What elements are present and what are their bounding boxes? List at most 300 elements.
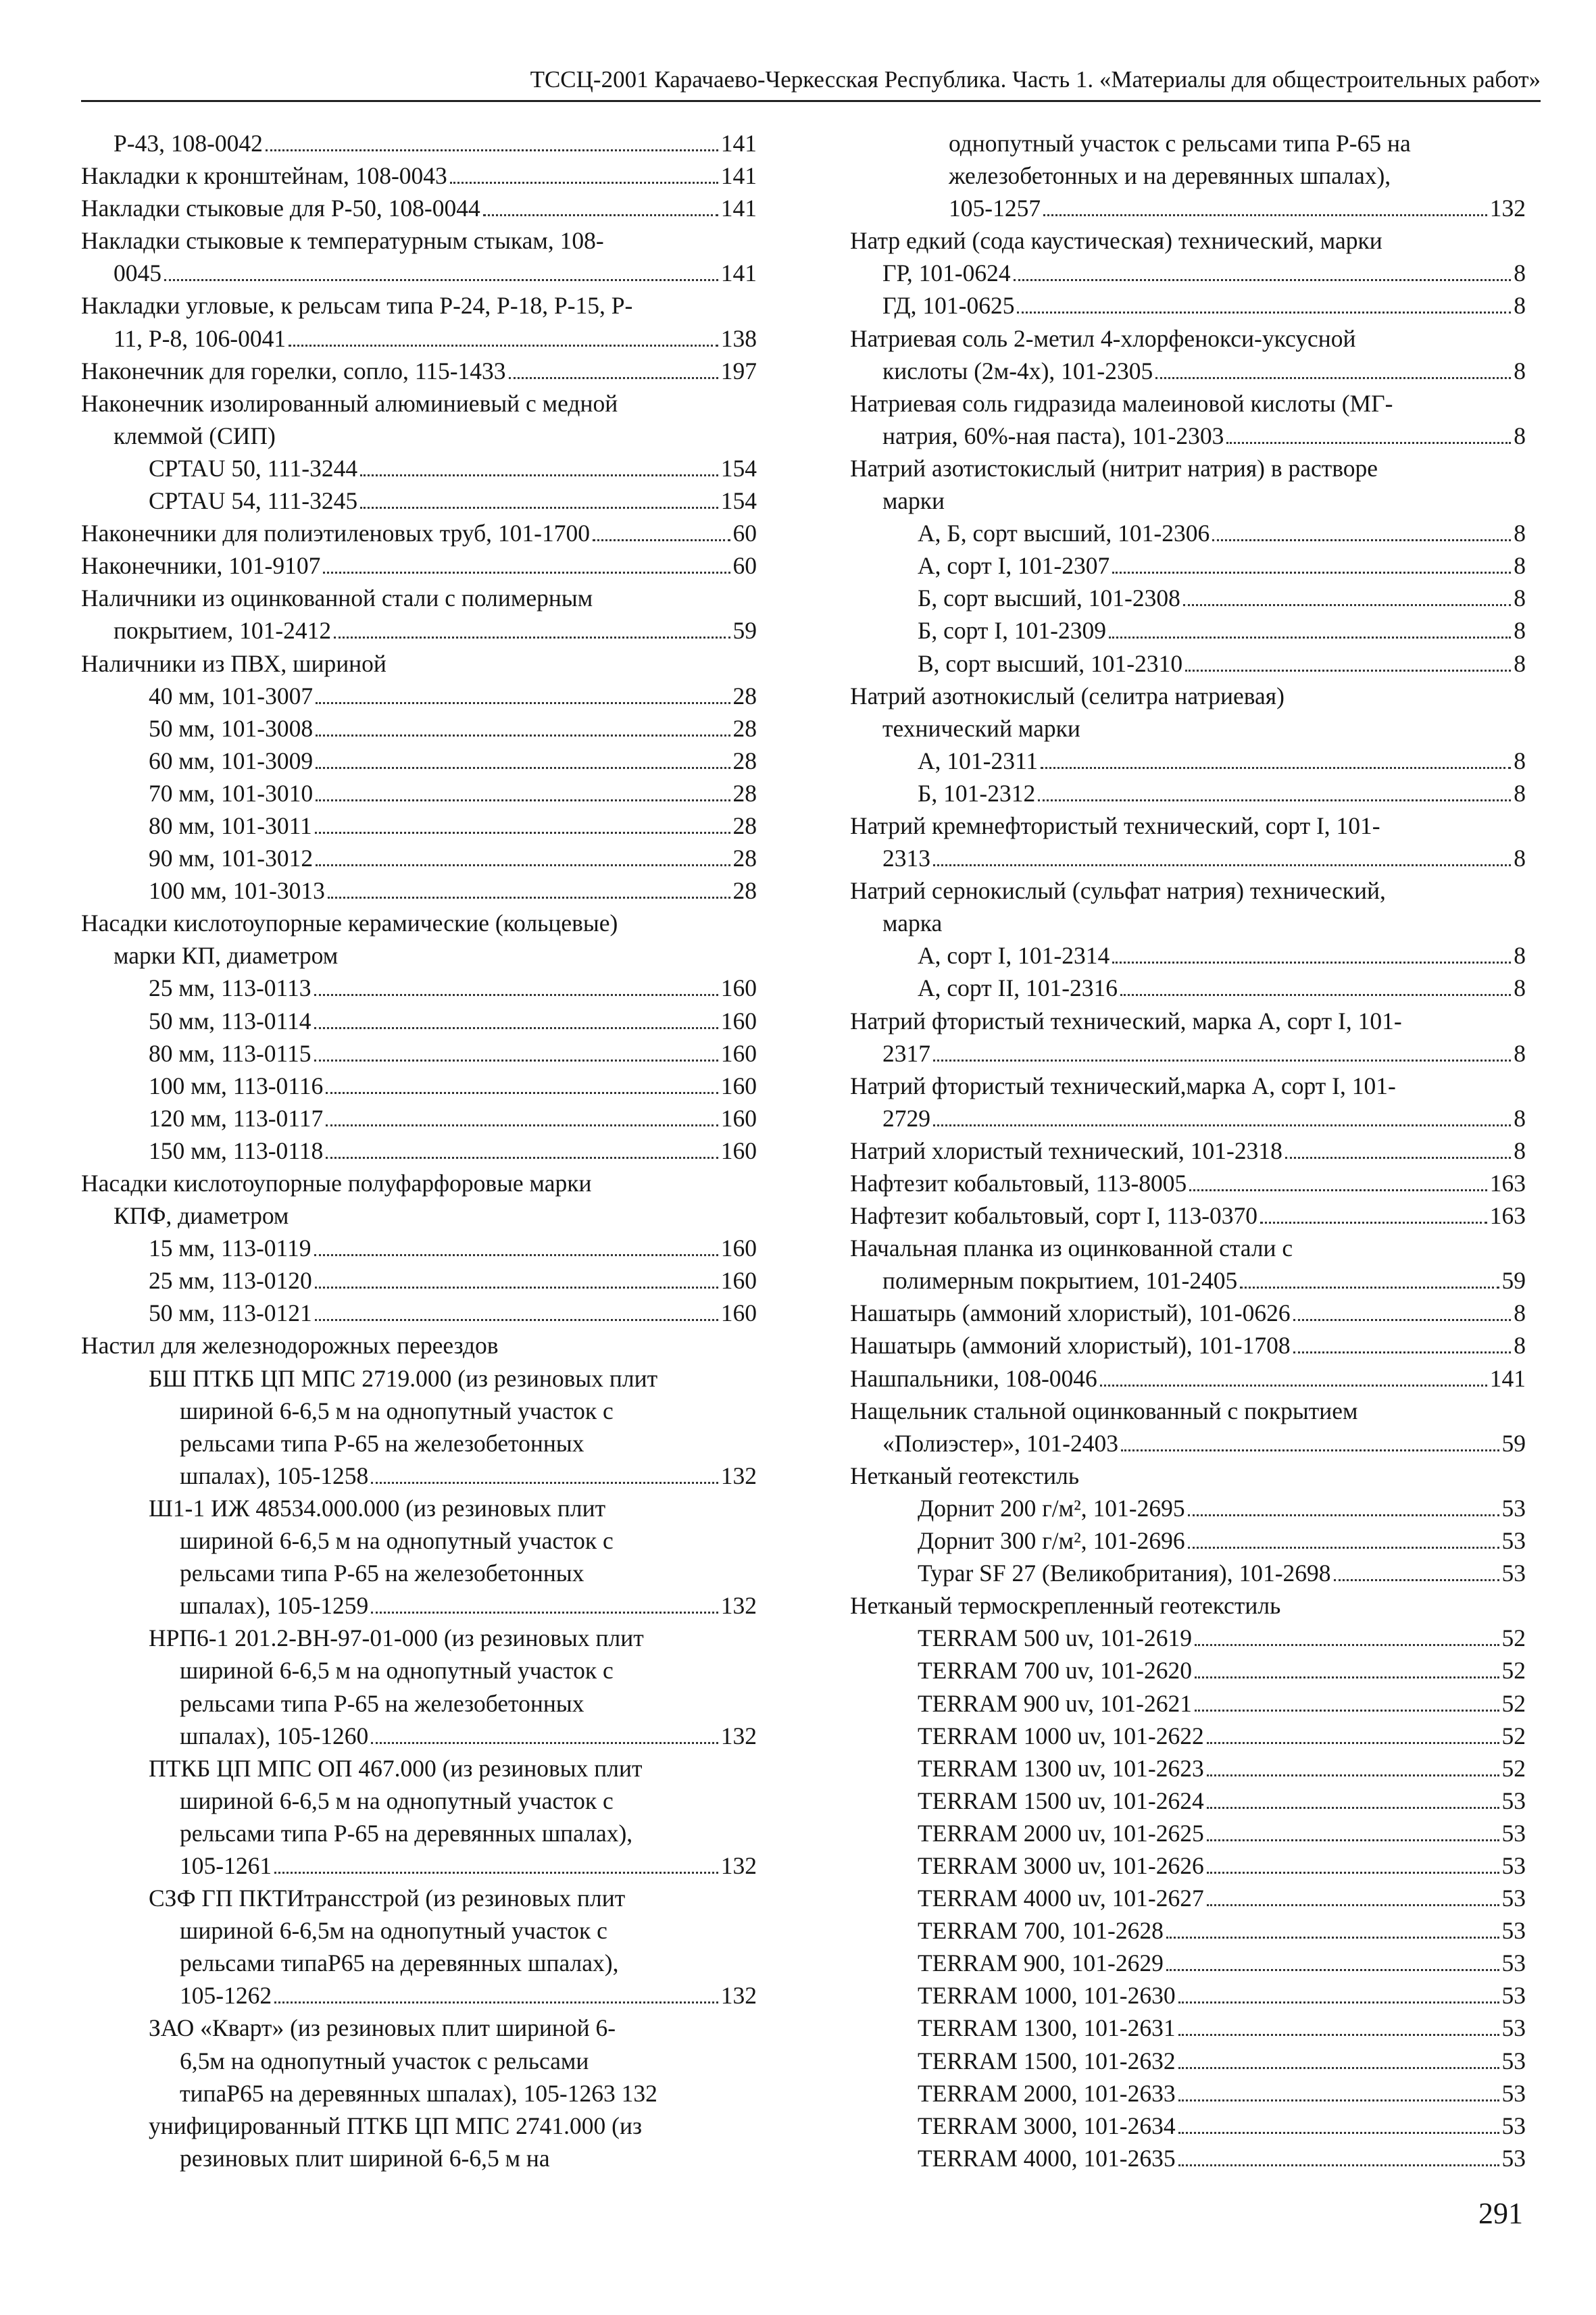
entry-text: 25 мм, 113-0120 <box>149 1267 312 1295</box>
index-entry <box>850 159 1526 192</box>
entry-text: 100 мм, 113-0116 <box>149 1072 324 1099</box>
index-entry <box>81 1654 757 1687</box>
dot-leader <box>1017 312 1511 314</box>
index-entry <box>81 1427 757 1460</box>
entry-text: 0045 <box>114 259 161 287</box>
dot-leader <box>274 2001 718 2003</box>
entry-page-number: 163 <box>1489 1170 1526 1197</box>
right-index-column <box>850 127 1526 2174</box>
index-entry <box>81 972 757 1004</box>
dot-leader <box>1189 1189 1487 1191</box>
entry-text: «Полиэстер», 101-2403 <box>882 1429 1118 1457</box>
entry-text: 11, Р-8, 106-0041 <box>114 324 286 352</box>
entry-page-number: 8 <box>1514 357 1526 384</box>
header-rule <box>81 100 1541 102</box>
entry-page-number: 8 <box>1514 1332 1526 1360</box>
dot-leader <box>315 832 730 834</box>
index-entry <box>850 1622 1526 1654</box>
index-entry <box>850 1589 1526 1622</box>
dot-leader <box>1293 1319 1512 1321</box>
entry-text: 25 мм, 113-0113 <box>149 974 311 1002</box>
dot-leader <box>1038 799 1511 801</box>
entry-page-number: 8 <box>1514 1137 1526 1164</box>
entry-text: Дорнит 200 г/м², 101-2695 <box>918 1494 1185 1522</box>
entry-text: Нащельник стальной оцинкованный с покрытием <box>850 1397 1358 1424</box>
entry-text: Нашатырь (аммоний хлористый), 101-1708 <box>850 1332 1291 1360</box>
dot-leader <box>1112 962 1511 964</box>
entry-page-number: 197 <box>720 357 757 384</box>
index-entry <box>850 2012 1526 2044</box>
index-entry <box>850 1135 1526 1167</box>
index-entry <box>850 452 1526 484</box>
index-entry <box>850 192 1526 224</box>
index-entry <box>81 1557 757 1589</box>
entry-page-number: 59 <box>1501 1429 1526 1457</box>
dot-leader <box>371 1482 718 1484</box>
index-entry <box>81 2142 757 2174</box>
index-entry <box>850 712 1526 745</box>
dot-leader <box>1100 1385 1487 1387</box>
entry-text: шириной 6-6,5 м на однопутный участок с <box>180 1527 614 1555</box>
dot-leader <box>371 1612 718 1614</box>
index-entry <box>850 614 1526 647</box>
dot-leader <box>1212 539 1511 541</box>
entry-text: резиновых плит шириной 6-6,5 м на <box>180 2144 550 2172</box>
index-entry <box>81 1817 757 1849</box>
entry-text: 105-1262 <box>180 1982 272 2010</box>
entry-text: TERRAM 900, 101-2629 <box>918 1949 1164 1977</box>
entry-page-number: 53 <box>1501 1885 1526 1912</box>
index-entry <box>81 874 757 907</box>
entry-text: 80 мм, 101-3011 <box>149 812 312 839</box>
index-entry <box>850 939 1526 972</box>
index-entry <box>81 1102 757 1135</box>
index-entry <box>850 420 1526 452</box>
entry-text: Р-43, 108-0042 <box>114 130 263 157</box>
entry-page-number: 52 <box>1501 1754 1526 1782</box>
entry-page-number: 53 <box>1501 1560 1526 1587</box>
index-entry <box>81 1589 757 1622</box>
index-entry <box>81 810 757 842</box>
dot-leader <box>1226 442 1511 444</box>
entry-page-number: 28 <box>732 747 757 774</box>
entry-text: Нафтезит кобальтовый, сорт I, 113-0370 <box>850 1202 1258 1230</box>
index-entry <box>81 2045 757 2077</box>
entry-text: 70 мм, 101-3010 <box>149 779 314 807</box>
entry-text: 2729 <box>882 1104 930 1132</box>
entry-text: Натрий сернокислый (сульфат натрия) технический, <box>850 877 1386 905</box>
entry-text: типаР65 на деревянных шпалах), 105-1263 132 <box>180 2079 657 2107</box>
index-entry <box>850 582 1526 614</box>
dot-leader <box>326 1157 718 1159</box>
entry-page-number: 160 <box>720 974 757 1002</box>
entry-page-number: 60 <box>732 552 757 580</box>
entry-page-number: 8 <box>1514 292 1526 320</box>
entry-page-number: 163 <box>1489 1202 1526 1230</box>
entry-text: шпалах), 105-1258 <box>180 1462 369 1489</box>
dot-leader <box>1195 1644 1499 1646</box>
index-entry <box>81 1297 757 1329</box>
entry-text: шириной 6-6,5 м на однопутный участок с <box>180 1397 614 1424</box>
dot-leader <box>328 897 730 899</box>
index-entry <box>81 1687 757 1720</box>
entry-page-number: 8 <box>1514 1039 1526 1067</box>
entry-text: Наличники из оцинкованной стали с полимерным <box>81 584 593 612</box>
dot-leader <box>1178 2067 1499 2069</box>
index-entry <box>81 1524 757 1557</box>
index-entry <box>850 777 1526 810</box>
entry-text: Нашпальники, 108-0046 <box>850 1364 1097 1392</box>
dot-leader <box>1183 604 1511 606</box>
index-entry <box>850 1199 1526 1232</box>
dot-leader <box>933 864 1511 866</box>
entry-text: марки КП, диаметром <box>114 942 339 970</box>
entry-text: Дорнит 300 г/м², 101-2696 <box>918 1527 1185 1555</box>
entry-text: НРП6-1 201.2-ВН-97-01-000 (из резиновых плит <box>149 1624 644 1652</box>
entry-page-number: 53 <box>1501 2079 1526 2107</box>
index-entry <box>81 777 757 810</box>
entry-text: ГД, 101-0625 <box>882 292 1015 320</box>
entry-text: 105-1257 <box>949 195 1041 222</box>
index-entry <box>81 1752 757 1785</box>
dot-leader <box>315 1287 718 1289</box>
entry-text: TERRAM 3000, 101-2634 <box>918 2112 1176 2139</box>
entry-text: TERRAM 700 uv, 101-2620 <box>918 1657 1192 1685</box>
entry-text: Нафтезит кобальтовый, 113-8005 <box>850 1170 1187 1197</box>
entry-text: технический марки <box>882 714 1080 742</box>
dot-leader <box>1188 1514 1499 1516</box>
entry-text: Настил для железнодорожных переездов <box>81 1332 499 1360</box>
dot-leader <box>1240 1287 1499 1289</box>
dot-leader <box>360 507 718 509</box>
index-entry <box>81 549 757 582</box>
index-entry <box>850 907 1526 939</box>
entry-text: 120 мм, 113-0117 <box>149 1104 324 1132</box>
dot-leader <box>1207 1904 1499 1906</box>
entry-page-number: 154 <box>720 487 757 515</box>
dot-leader <box>1285 1157 1511 1159</box>
entry-text: покрытием, 101-2412 <box>114 617 332 645</box>
index-entry <box>850 1492 1526 1524</box>
entry-text: Нетканый геотекстиль <box>850 1462 1080 1489</box>
dot-leader <box>1178 2132 1499 2134</box>
entry-text: Наконечник изолированный алюминиевый с медной <box>81 389 618 417</box>
index-entry <box>850 1720 1526 1752</box>
entry-text: 90 мм, 101-3012 <box>149 845 314 872</box>
index-entry <box>850 257 1526 289</box>
entry-text: однопутный участок с рельсами типа Р-65 на <box>949 130 1411 157</box>
entry-text: Б, 101-2312 <box>918 779 1036 807</box>
entry-text: А, сорт I, 101-2307 <box>918 552 1110 580</box>
index-entry <box>81 1720 757 1752</box>
entry-text: TERRAM 1000 uv, 101-2622 <box>918 1722 1204 1749</box>
entry-page-number: 53 <box>1501 2144 1526 2172</box>
dot-leader <box>1334 1579 1499 1581</box>
entry-page-number: 8 <box>1514 779 1526 807</box>
entry-text: TERRAM 500 uv, 101-2619 <box>918 1624 1192 1652</box>
dot-leader <box>509 377 718 379</box>
dot-leader <box>314 994 718 996</box>
entry-page-number: 59 <box>1501 1267 1526 1295</box>
index-entry <box>850 1167 1526 1199</box>
entry-text: CPTAU 54, 111-3245 <box>149 487 358 515</box>
index-entry <box>81 1785 757 1817</box>
index-entry <box>81 257 757 289</box>
dot-leader <box>1260 1222 1487 1224</box>
entry-text: А, Б, сорт высший, 101-2306 <box>918 520 1210 547</box>
entry-page-number: 160 <box>720 1072 757 1099</box>
entry-text: Б, сорт I, 101-2309 <box>918 617 1106 645</box>
entry-page-number: 160 <box>720 1007 757 1035</box>
index-entry <box>81 1882 757 1914</box>
index-entry <box>81 1979 757 2012</box>
entry-page-number: 8 <box>1514 584 1526 612</box>
index-entry <box>81 2110 757 2142</box>
entry-text: шириной 6-6,5м на однопутный участок с <box>180 1917 607 1945</box>
dot-leader <box>1041 767 1511 769</box>
dot-leader <box>316 864 730 866</box>
entry-page-number: 160 <box>720 1235 757 1262</box>
entry-text: TERRAM 2000 uv, 101-2625 <box>918 1819 1204 1847</box>
entry-page-number: 8 <box>1514 1299 1526 1327</box>
index-entry <box>850 1102 1526 1135</box>
index-entry <box>81 289 757 322</box>
entry-text: TERRAM 1300 uv, 101-2623 <box>918 1754 1204 1782</box>
dot-leader <box>1109 637 1511 639</box>
entry-text: ГР, 101-0624 <box>882 259 1011 287</box>
index-entry <box>850 1882 1526 1914</box>
index-entry <box>81 1167 757 1199</box>
dot-leader <box>316 702 730 704</box>
entry-text: TERRAM 700, 101-2628 <box>918 1917 1164 1945</box>
entry-text: TERRAM 3000 uv, 101-2626 <box>918 1851 1204 1879</box>
index-entry <box>81 1135 757 1167</box>
entry-page-number: 8 <box>1514 520 1526 547</box>
index-entry <box>850 387 1526 420</box>
index-entry <box>81 484 757 517</box>
dot-leader <box>1195 1676 1499 1678</box>
entry-text: Натрий азотнокислый (селитра натриевая) <box>850 682 1285 710</box>
entry-text: 2317 <box>882 1039 930 1067</box>
entry-text: Наконечники для полиэтиленовых труб, 101-1700 <box>81 520 591 547</box>
entry-text: ЗАО «Кварт» (из резиновых плит шириной 6- <box>149 2014 616 2042</box>
entry-page-number: 141 <box>1489 1364 1526 1392</box>
entry-text: Наконечники, 101-9107 <box>81 552 321 580</box>
entry-page-number: 141 <box>720 259 757 287</box>
entry-page-number: 132 <box>720 1851 757 1879</box>
index-entry <box>81 355 757 387</box>
index-entry <box>850 2142 1526 2174</box>
entry-text: 100 мм, 101-3013 <box>149 877 325 905</box>
dot-leader <box>1178 2001 1499 2003</box>
entry-text: шириной 6-6,5 м на однопутный участок с <box>180 1657 614 1685</box>
entry-text: 105-1261 <box>180 1851 272 1879</box>
dot-leader <box>326 1124 718 1126</box>
entry-text: Натр едкий (сода каустическая) технический, марки <box>850 227 1382 255</box>
index-entry <box>850 1427 1526 1460</box>
index-entry <box>81 1232 757 1264</box>
entry-text: TERRAM 1300, 101-2631 <box>918 2014 1176 2042</box>
index-entry <box>850 647 1526 680</box>
dot-leader <box>1207 1872 1499 1874</box>
entry-page-number: 53 <box>1501 1949 1526 1977</box>
index-entry <box>81 745 757 777</box>
index-entry <box>81 322 757 355</box>
entry-text: рельсами типаР65 на деревянных шпалах), <box>180 1949 619 1977</box>
index-entry <box>81 842 757 874</box>
index-entry <box>850 289 1526 322</box>
index-entry <box>81 1037 757 1070</box>
index-entry <box>850 1785 1526 1817</box>
entry-text: 40 мм, 101-3007 <box>149 682 314 710</box>
entry-text: Накладки к кронштейнам, 108-0043 <box>81 162 447 190</box>
index-entry <box>850 1524 1526 1557</box>
dot-leader <box>316 767 730 769</box>
entry-page-number: 28 <box>732 779 757 807</box>
left-index-column <box>81 127 757 2174</box>
entry-page-number: 8 <box>1514 617 1526 645</box>
entry-page-number: 8 <box>1514 422 1526 449</box>
entry-page-number: 8 <box>1514 552 1526 580</box>
index-entry <box>850 127 1526 159</box>
entry-page-number: 132 <box>720 1982 757 2010</box>
index-entry <box>850 1264 1526 1297</box>
index-entry <box>81 582 757 614</box>
index-entry <box>850 1362 1526 1395</box>
entry-text: TERRAM 1500 uv, 101-2624 <box>918 1787 1204 1814</box>
dot-leader <box>1207 1774 1499 1776</box>
entry-text: Нетканый термоскрепленный геотекстиль <box>850 1592 1281 1620</box>
dot-leader <box>314 1027 718 1029</box>
dot-leader <box>933 1124 1511 1126</box>
index-entry <box>81 2077 757 2110</box>
index-entry <box>850 1979 1526 2012</box>
entry-text: Натрий кремнефтористый технический, сорт I, 101- <box>850 812 1380 839</box>
index-entry <box>81 192 757 224</box>
index-entry <box>850 1460 1526 1492</box>
index-entry <box>850 1914 1526 1947</box>
entry-text: марка <box>882 910 943 937</box>
dot-leader <box>316 735 730 737</box>
index-entry <box>850 517 1526 549</box>
dot-leader <box>1207 1839 1499 1841</box>
entry-page-number: 160 <box>720 1299 757 1327</box>
entry-page-number: 8 <box>1514 942 1526 970</box>
entry-text: 50 мм, 113-0114 <box>149 1007 311 1035</box>
entry-page-number: 60 <box>732 520 757 547</box>
entry-text: А, 101-2311 <box>918 747 1039 774</box>
entry-text: Typar SF 27 (Великобритания), 101-2698 <box>918 1560 1331 1587</box>
dot-leader <box>164 279 718 281</box>
index-entry <box>81 420 757 452</box>
entry-text: железобетонных и на деревянных шпалах), <box>949 162 1391 190</box>
index-entry <box>850 1752 1526 1785</box>
entry-page-number: 59 <box>732 617 757 645</box>
entry-text: 6,5м на однопутный участок с рельсами <box>180 2047 589 2074</box>
index-entry <box>81 1199 757 1232</box>
entry-page-number: 28 <box>732 714 757 742</box>
entry-text: TERRAM 900 uv, 101-2621 <box>918 1689 1192 1717</box>
entry-page-number: 141 <box>720 130 757 157</box>
index-entry <box>850 2045 1526 2077</box>
dot-leader <box>1178 2164 1499 2166</box>
page-header: ТССЦ-2001 Карачаево-Черкесская Республика. Часть 1. «Материалы для общестроительных работ» <box>530 66 1541 93</box>
entry-text: БШ ПТКБ ЦП МПС 2719.000 (из резиновых плит <box>149 1364 658 1392</box>
entry-page-number: 28 <box>732 877 757 905</box>
index-entry <box>850 1037 1526 1070</box>
index-entry <box>81 1492 757 1524</box>
entry-page-number: 53 <box>1501 1917 1526 1945</box>
entry-text: TERRAM 4000 uv, 101-2627 <box>918 1885 1204 1912</box>
index-entry <box>81 1849 757 1882</box>
dot-leader <box>1166 1937 1499 1939</box>
entry-text: Б, сорт высший, 101-2308 <box>918 584 1180 612</box>
index-entry <box>850 1070 1526 1102</box>
entry-text: 60 мм, 101-3009 <box>149 747 314 774</box>
entry-page-number: 160 <box>720 1104 757 1132</box>
entry-text: А, сорт I, 101-2314 <box>918 942 1110 970</box>
entry-text: полимерным покрытием, 101-2405 <box>882 1267 1238 1295</box>
index-entry <box>81 939 757 972</box>
index-entry <box>850 1654 1526 1687</box>
entry-text: Натрий фтористый технический, марка А, сорт I, 101- <box>850 1007 1402 1035</box>
entry-text: Насадки кислотоупорные керамические (кольцевые) <box>81 910 618 937</box>
entry-text: 2313 <box>882 845 930 872</box>
entry-page-number: 28 <box>732 812 757 839</box>
entry-page-number: 141 <box>720 162 757 190</box>
dot-leader <box>323 572 730 574</box>
index-entry <box>81 1395 757 1427</box>
index-entry <box>850 745 1526 777</box>
entry-page-number: 8 <box>1514 845 1526 872</box>
entry-text: Накладки стыковые для Р-50, 108-0044 <box>81 195 480 222</box>
dot-leader <box>1043 214 1487 216</box>
index-entry <box>81 1362 757 1395</box>
entry-text: 150 мм, 113-0118 <box>149 1137 324 1164</box>
entry-page-number: 52 <box>1501 1722 1526 1749</box>
entry-page-number: 8 <box>1514 1104 1526 1132</box>
dot-leader <box>316 799 730 801</box>
entry-text: СЗФ ГП ПКТИтрансстрой (из резиновых плит <box>149 1885 626 1912</box>
entry-text: Наличники из ПВХ, шириной <box>81 649 386 677</box>
entry-page-number: 53 <box>1501 1787 1526 1814</box>
dot-leader <box>334 637 730 639</box>
entry-text: Натрий фтористый технический,марка А, сорт I, 101- <box>850 1072 1396 1099</box>
index-entry <box>850 874 1526 907</box>
index-entry <box>850 1395 1526 1427</box>
entry-page-number: 132 <box>720 1722 757 1749</box>
entry-text: Натрий хлористый технический, 101-2318 <box>850 1137 1282 1164</box>
dot-leader <box>289 345 718 347</box>
entry-text: рельсами типа Р-65 на деревянных шпалах), <box>180 1819 633 1847</box>
dot-leader <box>1120 994 1511 996</box>
index-entry <box>850 1297 1526 1329</box>
index-entry <box>850 224 1526 257</box>
entry-page-number: 132 <box>720 1462 757 1489</box>
entry-page-number: 53 <box>1501 2014 1526 2042</box>
dot-leader <box>1207 1807 1499 1809</box>
index-entry <box>850 2110 1526 2142</box>
index-entry <box>81 680 757 712</box>
index-entry <box>850 1232 1526 1264</box>
entry-text: клеммой (СИП) <box>114 422 276 449</box>
entry-text: TERRAM 4000, 101-2635 <box>918 2144 1176 2172</box>
dot-leader <box>1155 377 1511 379</box>
entry-page-number: 160 <box>720 1039 757 1067</box>
dot-leader <box>326 1092 718 1094</box>
index-entry <box>81 127 757 159</box>
entry-page-number: 132 <box>1489 195 1526 222</box>
